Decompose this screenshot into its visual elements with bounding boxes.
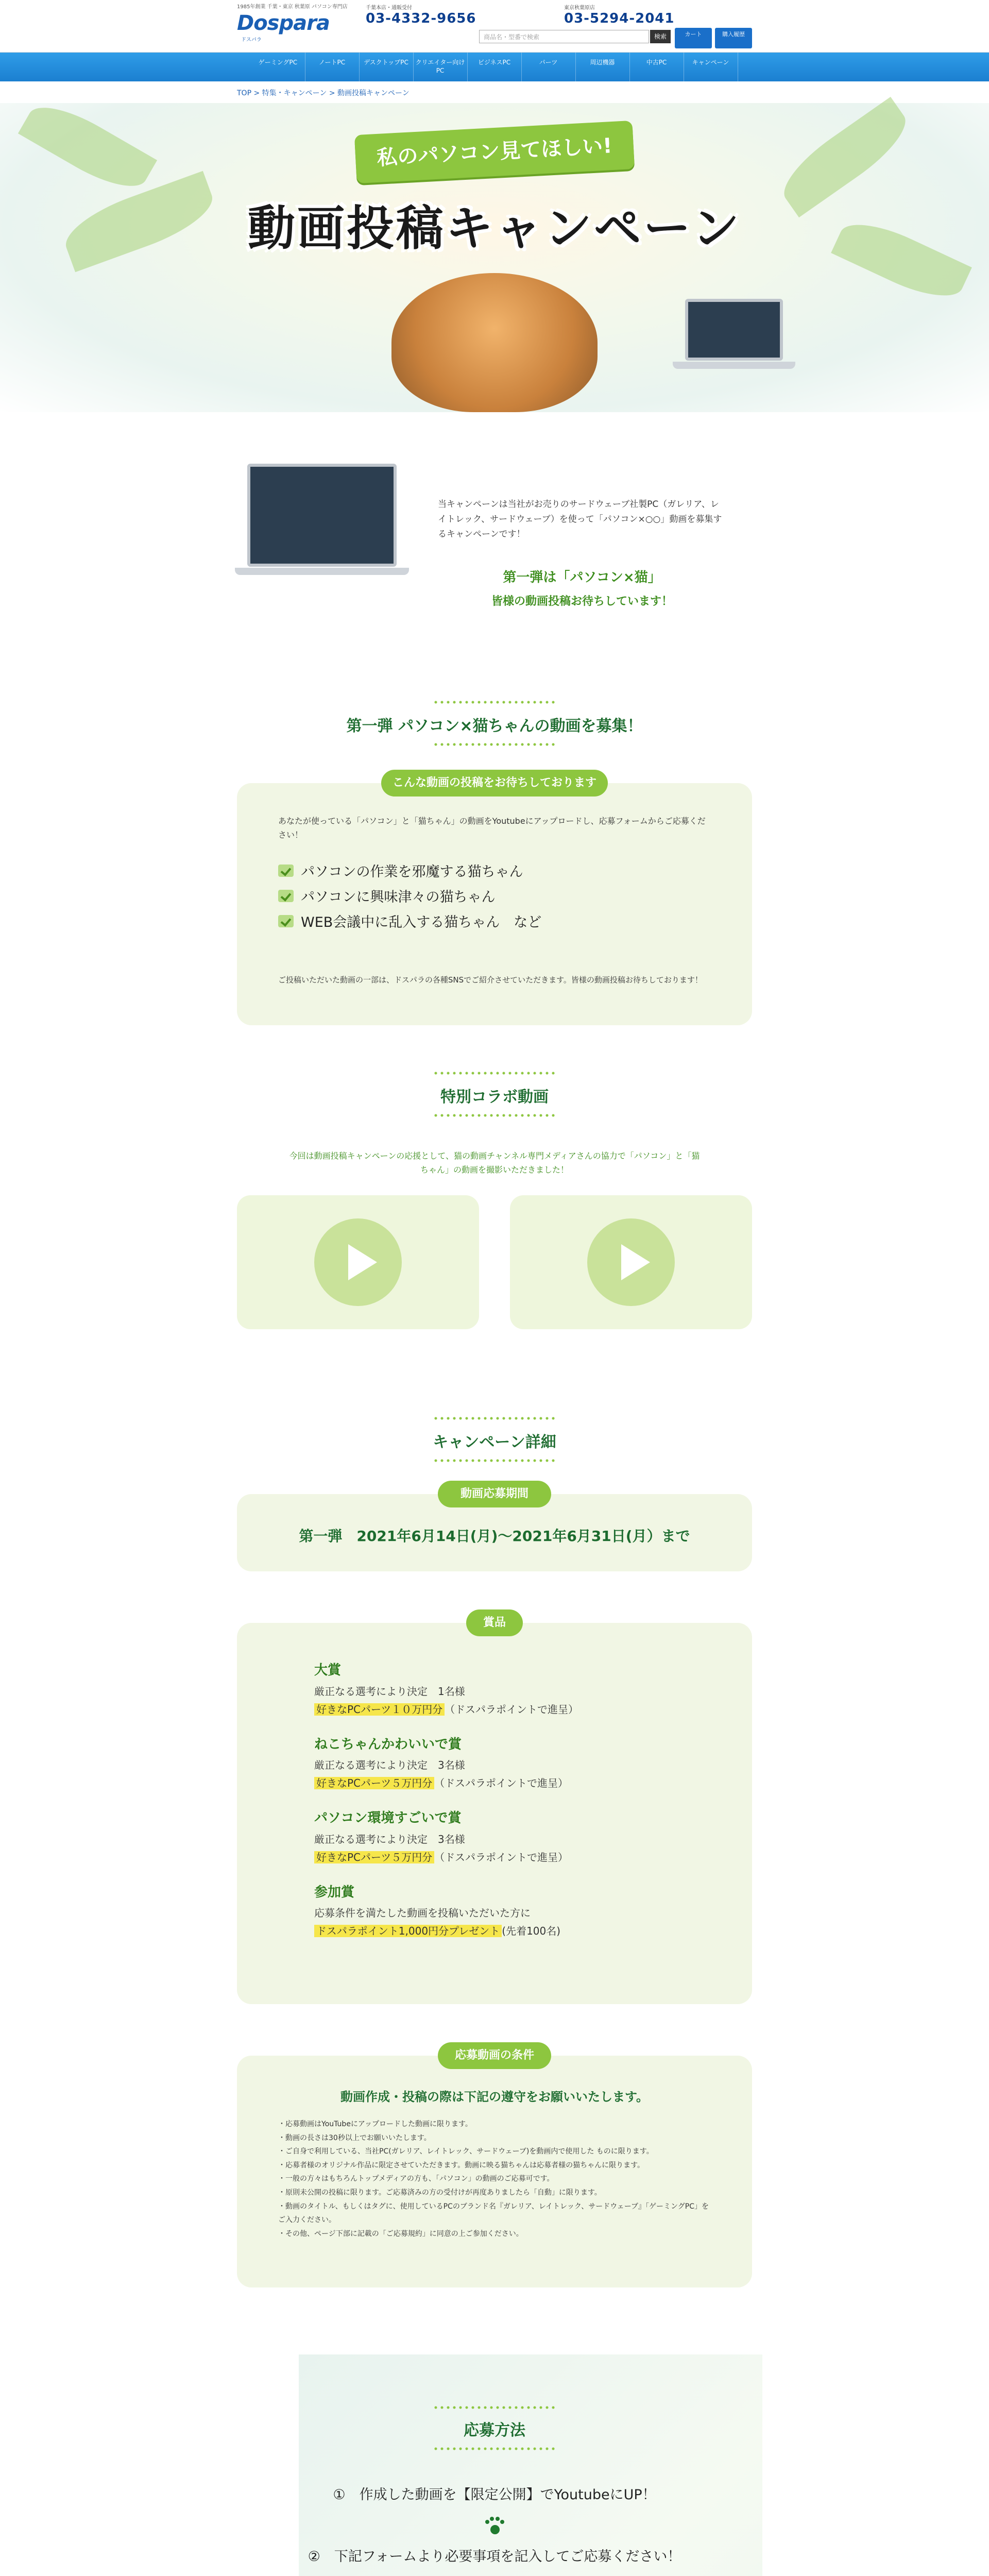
section-title: キャンペーン詳細 <box>433 1433 556 1451</box>
dots-divider <box>433 1114 556 1117</box>
conditions-heading: 動画作成・投稿の際は下記の遵守をお願いいたします。 <box>340 2090 649 2104</box>
logo-sub: ドスパラ <box>241 37 262 43</box>
howto-content <box>237 2354 752 2565</box>
nav-item[interactable]: パーツ <box>522 53 576 81</box>
collab-text: 今回は動画投稿キャンペーンの応援として、猫の動画チャンネル専門メディアさんの協力で「パソコン」と「猫ちゃん」の動画を撮影いただきました！ <box>289 1151 700 1175</box>
call-for-videos-section <box>237 701 752 1061</box>
leaf-decoration <box>18 93 157 200</box>
check-icon <box>278 915 294 927</box>
breadcrumb[interactable]: TOP > 特集・キャンペーン > 動画投稿キャンペーン <box>237 89 410 97</box>
section-note: ご投稿いただいた動画の一部は、ドスパラの各種SNSでご紹介させていただきます。皆様の動画投稿お待ちしております！ <box>278 975 703 985</box>
tel-block-main <box>366 3 476 26</box>
prize-list <box>314 1659 685 1940</box>
leaf-decoration <box>773 97 917 217</box>
dots-divider <box>433 743 556 746</box>
video-player[interactable] <box>237 1195 479 1329</box>
tel-number[interactable]: 03-5294-2041 <box>564 11 675 26</box>
play-icon[interactable] <box>314 1218 402 1306</box>
intro-highlight: 第一弾は「パソコン×猫」 <box>503 570 661 585</box>
content-card <box>237 776 752 1025</box>
nav-item[interactable]: ゲーミングPC <box>251 53 305 81</box>
period-card <box>237 1487 752 1571</box>
dots-divider <box>433 2406 556 2409</box>
search-button[interactable]: 検索 <box>650 30 671 43</box>
paw-icon <box>484 2517 505 2537</box>
details-section <box>237 1417 752 2035</box>
laptop-cat-image <box>247 464 397 567</box>
history-icon[interactable]: 購入履歴 <box>715 28 752 48</box>
search-input[interactable]: 商品名・型番で検索 <box>479 30 649 43</box>
dots-divider <box>433 1459 556 1462</box>
intro-highlight-sub: 皆様の動画投稿お待ちしています！ <box>491 595 673 608</box>
howto-section <box>0 2354 989 2576</box>
dots-divider <box>433 701 556 704</box>
cart-icon[interactable]: カート <box>675 28 712 48</box>
dots-divider <box>433 1072 556 1075</box>
dots-divider <box>433 1417 556 1420</box>
section-title: 応募方法 <box>464 2421 525 2439</box>
leaf-decoration <box>58 171 220 273</box>
logo[interactable]: Dospara <box>237 11 330 35</box>
section-pill: 動画応募期間 <box>438 1481 551 1507</box>
section-pill: こんな動画の投稿をお待ちしております <box>381 770 608 796</box>
hero-title: 動画投稿キャンペーン <box>247 201 742 256</box>
check-item: WEB会議中に乱入する猫ちゃん など <box>278 911 541 931</box>
nav-item[interactable]: 周辺機器 <box>576 53 630 81</box>
play-icon[interactable] <box>587 1218 675 1306</box>
leaf-decoration <box>831 211 972 309</box>
collab-section <box>237 1072 752 1406</box>
section-title: 第一弾 パソコン×猫ちゃんの動画を募集！ <box>346 717 643 735</box>
conditions-section <box>237 2035 752 2354</box>
section-pill: 賞品 <box>466 1609 523 1636</box>
check-icon <box>278 890 294 902</box>
cat-image <box>391 273 598 412</box>
nav-item[interactable]: ノートPC <box>305 53 360 81</box>
conditions-list: ・応募動画はYouTubeにアップロードした動画に限ります。 ・動画の長さは30秒以上でお願いいたします。 ・ご自身で利用している、当社PC(ガレリア、レイトレック、サードウェーブ)を動画内で使用した ものに限ります。 ・応募者様のオリジナル作品に限定させていただきます。動画に映る猫ちゃんは応募者様の猫ちゃんに限ります。 ・一般の方々はもちろんトップメディアの方も、「パソコン」の動画のご応募可です。 ・原則未公開の投稿に限ります。ご応募済みの方の受付けが再度ありましたら「自動」に限ります。 ・動画のタイトル、もしくはタグに、使用しているPCのブランド名『ガレリア、レイトレック、サードウェーブ』「ゲーミングPC」をご入力ください。 ・その他、ページ下部に記載の「ご応募規約」に同意の上ご参加ください。 <box>278 2120 709 2238</box>
nav-item[interactable]: キャンペーン <box>684 53 738 81</box>
tagline: 1985年創業 千葉・東京 秋葉原 パソコン専門店 <box>237 4 348 10</box>
nav-item[interactable]: ビジネスPC <box>468 53 522 81</box>
check-item: パソコンの作業を邪魔する猫ちゃん <box>278 860 541 880</box>
tel-label: 千葉本店・通販受付 <box>366 5 412 11</box>
step-2: ② 下記フォームより必要事項を記入してご応募ください！ <box>308 2549 681 2565</box>
prize-card <box>237 1616 752 2004</box>
check-icon <box>278 865 294 877</box>
prize-item: 参加賞 応募条件を満たした動画を投稿いただいた方に ドスパラポイント1,000円分プレゼント (先着100名) <box>314 1884 561 1937</box>
checklist <box>278 860 541 936</box>
intro-section <box>237 412 752 701</box>
section-title: 特別コラボ動画 <box>440 1088 549 1106</box>
global-nav <box>0 53 989 81</box>
video-player[interactable] <box>510 1195 752 1329</box>
hero-banner <box>0 103 989 412</box>
period-text: 第一弾 2021年6月14日(月)〜2021年6月31日(月）まで <box>299 1528 690 1545</box>
prize-item: 大賞 厳正なる選考により決定 1名様 好きなPCパーツ１０万円分 （ドスパラポイントで進呈） <box>314 1663 579 1716</box>
nav-item[interactable]: クリエイター向けPC <box>414 53 468 81</box>
check-item: パソコンに興味津々の猫ちゃん <box>278 886 541 906</box>
prize-item: ねこちゃんかわいいで賞 厳正なる選考により決定 3名様 好きなPCパーツ５万円分 （ドスパラポイントで進呈） <box>314 1736 569 1789</box>
step-1: ① 作成した動画を【限定公開】でYoutubeにUP！ <box>333 2487 656 2503</box>
hero-ribbon: 私のパソコン見てほしい! <box>354 121 635 183</box>
tel-number[interactable]: 03-4332-9656 <box>366 11 476 26</box>
intro-text: 当キャンペーンは当社がお売りのサードウェーブ社製PC（ガレリア、レイトレック、サードウェーブ）を使って「パソコン×○○」動画を募集するキャンペーンです！ <box>438 499 722 539</box>
conditions-card <box>237 2049 752 2287</box>
dots-divider <box>433 2447 556 2450</box>
tel-label: 東京秋葉原店 <box>564 5 595 11</box>
section-pill: 応募動画の条件 <box>438 2042 551 2069</box>
site-header <box>0 0 989 53</box>
nav-item[interactable]: デスクトップPC <box>360 53 414 81</box>
nav-item[interactable]: 中古PC <box>630 53 684 81</box>
prize-item: パソコン環境すごいで賞 厳正なる選考により決定 3名様 好きなPCパーツ５万円分 （ドスパラポイントで進呈） <box>314 1810 569 1863</box>
section-lead: あなたが使っている「パソコン」と「猫ちゃん」の動画をYoutubeにアップロードし、応募フォームからご応募ください！ <box>278 816 706 840</box>
tel-block-akihabara <box>564 3 675 26</box>
laptop-image <box>685 299 783 361</box>
